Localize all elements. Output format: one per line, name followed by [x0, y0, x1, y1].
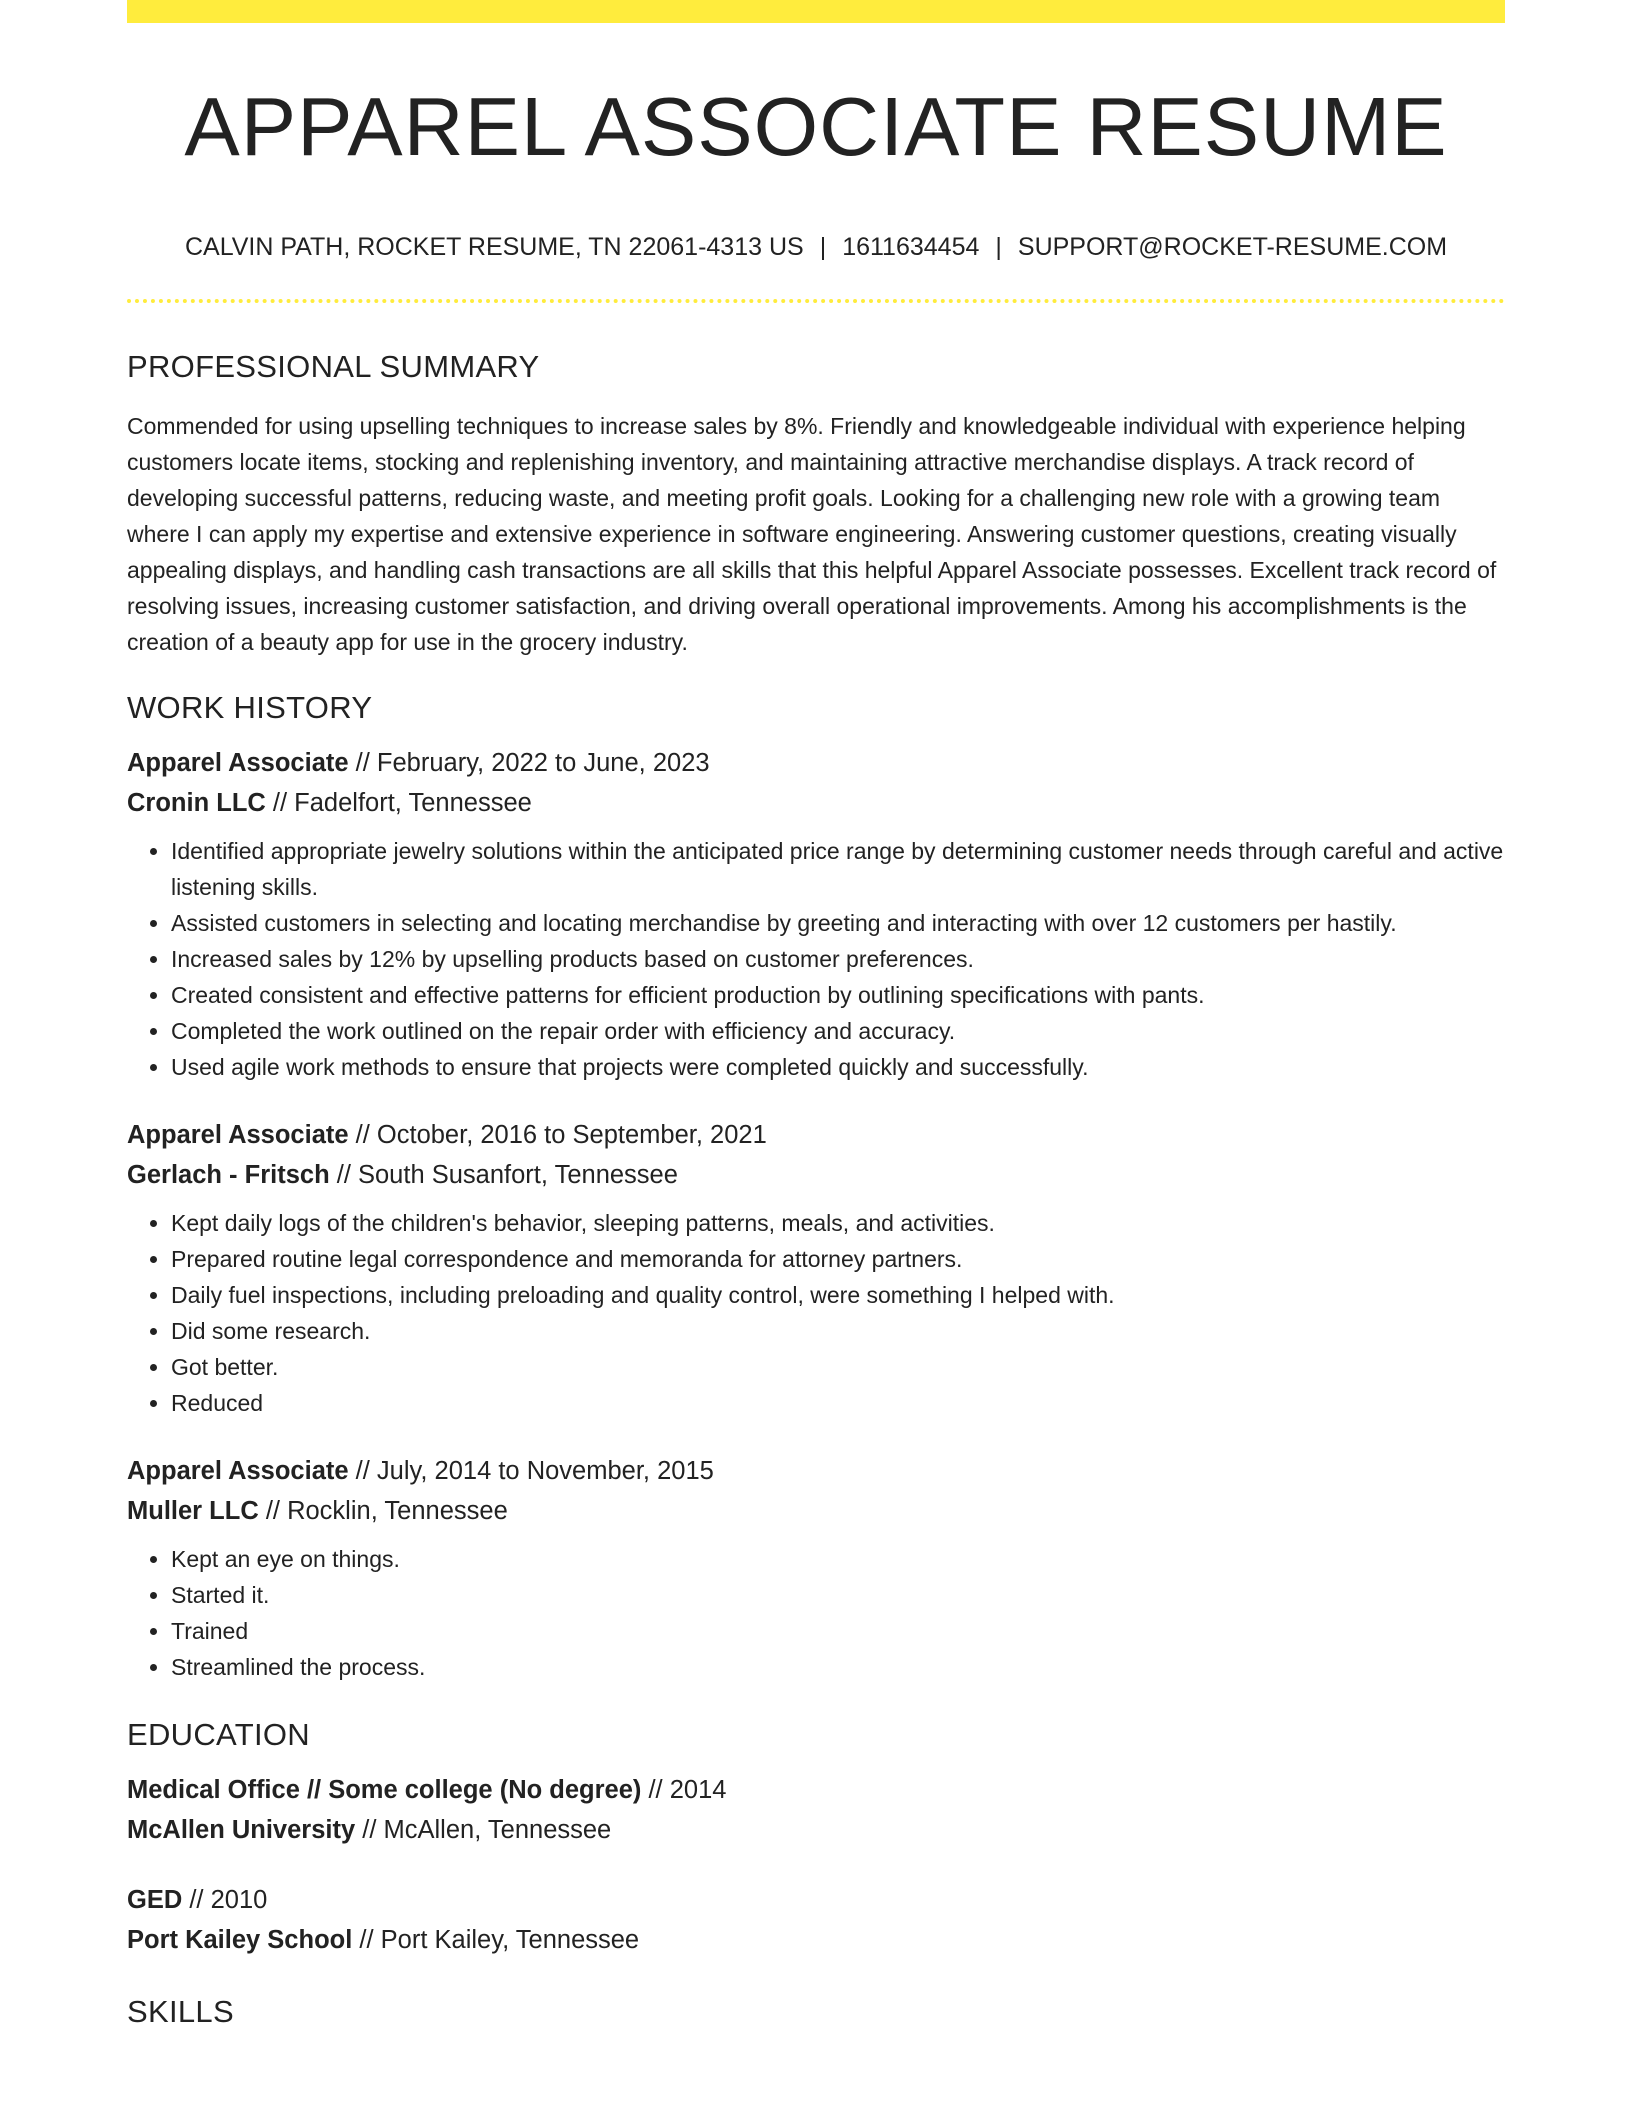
job-company-line	[127, 1491, 1505, 1531]
job-company-line	[127, 1155, 1505, 1195]
job-company: Cronin LLC	[127, 789, 266, 817]
job-bullet-list	[127, 833, 1505, 1085]
skills-heading: SKILLS	[127, 1994, 234, 2029]
summary-text: Commended for using upselling techniques to increase sales by 8%. Friendly and knowledgeable individual with experience helping customers locate items, stocking and replenishing inventory, and maintaining attractive merchandise displays. A track record of developing successful patterns, reducing waste, and meeting profit goals. Looking for a challenging new role with a growing team where I can apply my expertise and extensive experience in software engineering. Answering customer questions, creating visually appealing displays, and handling cash transactions are all skills that this helpful Apparel Associate possesses. Excellent track record of resolving issues, increasing customer satisfaction, and driving overall operational improvements. Among his accomplishments is the creation of a beauty app for use in the grocery industry.	[127, 413, 1497, 655]
job-bullet: • Created consistent and effective patterns for efficient production by outlining specifications with pants.	[171, 977, 1505, 1013]
job-title-line	[127, 1115, 1505, 1155]
contact-email: SUPPORT@ROCKET-RESUME.COM	[1017, 233, 1448, 261]
job-bullet: • Increased sales by 12% by upselling products based on customer preferences.	[171, 941, 1505, 977]
education-year: // 2014	[641, 1776, 727, 1804]
education-degree-line	[127, 1770, 1505, 1810]
contact-separator: |	[819, 233, 827, 261]
job-bullet: • Prepared routine legal correspondence and memoranda for attorney partners.	[171, 1241, 1505, 1277]
job-entry	[127, 743, 1505, 1085]
education-entry	[127, 1770, 1505, 1850]
contact-phone: 1611634454	[842, 233, 980, 261]
job-title-line	[127, 743, 1505, 783]
education-degree: Medical Office // Some college (No degree)	[127, 1776, 642, 1804]
job-bullet: • Used agile work methods to ensure that projects were completed quickly and successfully.	[171, 1049, 1505, 1085]
job-title: Apparel Associate	[127, 1121, 349, 1149]
education-location: // Port Kailey, Tennessee	[352, 1926, 640, 1954]
job-bullet: • Trained	[171, 1613, 1505, 1649]
job-dates: // February, 2022 to June, 2023	[348, 749, 710, 777]
job-bullet: • Started it.	[171, 1577, 1505, 1613]
summary-heading: PROFESSIONAL SUMMARY	[127, 349, 540, 384]
education-school-line	[127, 1810, 1505, 1850]
job-bullet: • Did some research.	[171, 1313, 1505, 1349]
job-company: Gerlach - Fritsch	[127, 1161, 330, 1189]
resume-title: APPAREL ASSOCIATE RESUME	[184, 80, 1448, 173]
education-entry	[127, 1880, 1505, 1960]
job-location: // South Susanfort, Tennessee	[329, 1161, 678, 1189]
education-school-line	[127, 1920, 1505, 1960]
contact-line	[127, 235, 1505, 260]
job-bullet: • Reduced	[171, 1385, 1505, 1421]
work-history-heading: WORK HISTORY	[127, 690, 373, 725]
education-location: // McAllen, Tennessee	[355, 1816, 612, 1844]
education-school: McAllen University	[127, 1816, 356, 1844]
job-bullet: • Kept an eye on things.	[171, 1541, 1505, 1577]
job-company: Muller LLC	[127, 1497, 259, 1525]
job-bullet: • Daily fuel inspections, including preloading and quality control, were something I helped with.	[171, 1277, 1505, 1313]
job-title: Apparel Associate	[127, 1457, 349, 1485]
job-bullet-list	[127, 1205, 1505, 1421]
dotted-divider	[127, 299, 1505, 303]
job-bullet-list	[127, 1541, 1505, 1685]
job-dates: // October, 2016 to September, 2021	[348, 1121, 767, 1149]
job-bullet: • Got better.	[171, 1349, 1505, 1385]
job-entry	[127, 1451, 1505, 1685]
education-degree-line	[127, 1880, 1505, 1920]
education-degree: GED	[127, 1886, 183, 1914]
job-bullet: • Completed the work outlined on the repair order with efficiency and accuracy.	[171, 1013, 1505, 1049]
top-accent-bar	[127, 0, 1505, 23]
job-company-line	[127, 783, 1505, 823]
job-location: // Fadelfort, Tennessee	[265, 789, 532, 817]
job-bullet: • Assisted customers in selecting and locating merchandise by greeting and interacting with over 12 customers per hastily.	[171, 905, 1505, 941]
contact-separator: |	[995, 233, 1002, 261]
job-title: Apparel Associate	[127, 749, 349, 777]
job-bullet: • Identified appropriate jewelry solutions within the anticipated price range by determining customer needs through careful and active listening skills.	[171, 833, 1505, 905]
job-bullet: • Kept daily logs of the children's behavior, sleeping patterns, meals, and activities.	[171, 1205, 1505, 1241]
resume-page	[127, 0, 1505, 2027]
job-title-line	[127, 1451, 1505, 1491]
contact-address: CALVIN PATH, ROCKET RESUME, TN 22061-4313 US	[184, 233, 804, 261]
job-entry	[127, 1115, 1505, 1421]
job-location: // Rocklin, Tennessee	[258, 1497, 508, 1525]
job-bullet: • Streamlined the process.	[171, 1649, 1505, 1685]
education-school: Port Kailey School	[127, 1926, 353, 1954]
education-heading: EDUCATION	[127, 1717, 310, 1752]
education-year: // 2010	[182, 1886, 268, 1914]
job-dates: // July, 2014 to November, 2015	[348, 1457, 714, 1485]
